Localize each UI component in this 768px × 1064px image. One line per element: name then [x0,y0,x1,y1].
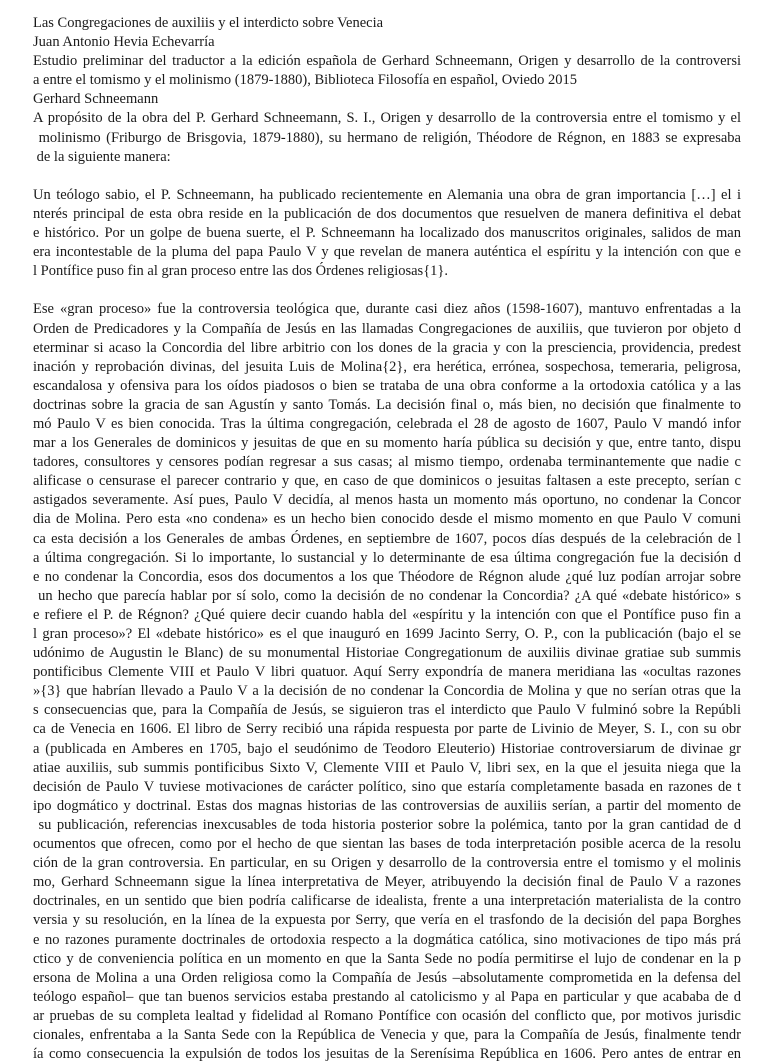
document-page [33,14,741,1064]
text-line: eterminar si acaso la Concordia del libre arbitrio con los dones de la gracia y con la presciencia, providencia, predest [33,339,741,356]
text-line: l gran proceso»? El «debate histórico» es el que inauguró en 1699 Jacinto Serry, O. P., con la publicación (bajo el se [33,626,741,642]
quote-paragraph [33,186,741,281]
subject-name: Gerhard Schneemann [33,91,159,108]
text-line: ca de Venecia en 1606. El libro de Serry recibió una rápida respuesta por parte de Livinio de Meyer, S. I., con su obr [33,721,741,738]
author-name: Juan Antonio Hevia Echevarría [33,34,215,51]
text-line: a (publicada en Amberes en 1705, bajo el seudónimo de Teodoro Eleuterio) Historiae controversiarum de divinae gr [33,740,741,757]
text-line: ocumentos que ofrecen, como por el hecho de que sientan las bases de toda interpretación posible acerca de la resolu [33,836,741,853]
text-line: »{3} que habrían llevado a Paulo V a la decisión de no condenar la Concordia de Molina y que no serían otras que la [33,683,741,700]
text-line: ía como consecuencia la expulsión de todos los jesuitas de la Serenísima República en 1606. Pero antes de entrar en [33,1046,741,1063]
text-line: su publicación, referencias inexcusables de toda historia posterior sobre la polémica, tanto por la gran cantidad de d [33,816,741,833]
text-line: ción de la gran controversia. En particular, en su Origen y desarrollo de la controversia entre el tomismo y el molinis [33,855,741,872]
text-line: atiae auxiliis, sub summis pontificibus Sixto V, Clemente VIII et Paulo V, libri sex, en la que el jesuita niega que la [33,759,741,776]
text-line: udónimo de Augustin le Blanc) de su monumental Historiae Congregationum de auxiliis divinae gratiae sub summis [33,645,741,662]
text-line: ctico y de conveniencia política en un momento en que la Santa Sede no podía permitirse el lujo de condenar en la p [33,950,741,967]
text-line: e no razones puramente doctrinales de ortodoxia respecto a la dogmática católica, sino motivaciones de tipo más prá [33,931,741,948]
text-line: mar a los Generales de dominicos y jesuitas de que en su momento haría pública su decisión y que, entre tanto, dispu [33,435,741,452]
text-line: de la siguiente manera: [33,148,171,165]
paragraph-spacer [33,167,741,186]
text-line: e refiere el P. de Régnon? ¿Qué quiere decir cuando habla del «espíritu y la intención con que el Pontífice puso fin a [33,606,741,623]
paragraph-spacer [33,281,741,300]
text-line: era incontestable de la pluma del papa Paulo V y que revelan de manera auténtica el espíritu y la intención con que e [33,244,741,261]
text-line: teólogo español– que tan buenos servicios estaba prestando al catolicismo y al Papa en particular y que acababa de d [33,988,741,1005]
text-line: escandalosa y ofensiva para los oídos piadosos o bien se trataba de una obra conforme a la ortodoxia católica y a las [33,377,741,394]
text-line: s consecuencias que, para la Compañía de Jesús, se siguieron tras el interdicto que Paulo V fulminó sobre la Repúbli [33,702,741,719]
text-line: Un teólogo sabio, el P. Schneemann, ha publicado recientemente en Alemania una obra de gran importancia […] el i [33,186,741,203]
text-line: pontificibus Clemente VIII et Paulo V libri quatuor. Aquí Serry expondría de manera meridiana las «ocultas razones [33,664,741,681]
text-line: A propósito de la obra del P. Gerhard Schneemann, S. I., Origen y desarrollo de la controversia entre el tomismo y el [33,110,741,127]
text-line: l Pontífice puso fin al gran proceso entre las dos Órdenes religiosas{1}. [33,263,448,280]
document-title: Las Congregaciones de auxiliis y el interdicto sobre Venecia [33,15,384,31]
text-line: Ese «gran proceso» fue la controversia teológica que, durante casi diez años (1598-1607), mantuvo enfrentadas a la [33,301,741,318]
text-line: doctrinales, en un sentido que bien podría calificarse de idealista, frente a una interpretación materialista de la contro [33,893,741,910]
text-line: un hecho que parecía hablar por sí solo, como la decisión de no condenar la Concordia? ¿A qué «debate histórico» s [33,587,741,604]
text-line: a última congregación. Si lo importante, lo sustancial y lo determinante de esa última congregación fue la decisión d [33,549,741,566]
text-line: nterés principal de esta obra reside en la publicación de dos documentos que resuelven de manera definitiva el debat [33,205,741,222]
text-line: Orden de Predicadores y la Compañía de Jesús en las llamadas Congregaciones de auxiliis, que tuvieron por objeto d [33,320,741,337]
text-line: molinismo (Friburgo de Brisgovia, 1879-1880), su hermano de religión, Théodore de Régnon, en 1883 se expresaba [33,129,741,146]
text-line: ca esta decisión a los Generales de ambas Órdenes, en septiembre de 1607, pocos días después de la celebración de l [33,530,741,547]
source-citation-line: Estudio preliminar del traductor a la edición española de Gerhard Schneemann, Origen y desarrollo de la controversi [33,53,741,70]
text-line: ersona de Molina a una Orden religiosa como la Compañía de Jesús –absolutamente comprometida en la defensa del [33,969,741,986]
text-line: alificase o censurase el parecer contrario y que, en caso de que dominicos o jesuitas faltasen a este precepto, serían c [33,473,741,490]
text-line: astigados severamente. Así pues, Paulo V decidía, al menos hasta un momento más oportuno, no condenar la Concor [33,492,741,509]
document-header [33,14,741,109]
text-line: ar pruebas de su completa lealtad y fidelidad al Romano Pontífice con ocasión del conflicto que, por motivos jurisdic [33,1007,741,1024]
text-line: cionales, enfrentaba a la Santa Sede con la República de Venecia y que, para la Compañía de Jesús, finalmente tendr [33,1026,741,1043]
text-line: doctrinas sobre la gracia de san Agustín y santo Tomás. La decisión final o, más bien, no decisión que finalmente to [33,396,741,413]
text-line: ipo dogmático y doctrinal. Estas dos magnas historias de las controversias de auxiliis serían, a partir del momento de [33,797,741,814]
body-paragraph [33,300,741,1064]
text-line: mo, Gerhard Schneemann sigue la línea interpretativa de Meyer, atribuyendo la decisión final de Paulo V a razones [33,874,741,891]
text-line: inación y reprobación divinas, del jesuita Luis de Molina{2}, era herética, errónea, sospechosa, temeraria, peligrosa, [33,358,741,375]
text-line: tadores, consultores y censores podían regresar a sus casas; al mismo tiempo, ordenaba terminantemente que nadie c [33,454,741,471]
text-line: e no condenar la Concordia, esos dos documentos a los que Théodore de Régnon alude ¿qué luz podían arrojar sobre [33,568,741,585]
text-line: dia de Molina. Pero esta «no condena» es un hecho bien conocido desde el mismo momento en que Paulo V comuni [33,511,741,528]
text-line: mó Paulo V es bien conocida. Tras la última congregación, celebrada el 28 de agosto de 1607, Paulo V mandó infor [33,415,741,432]
intro-paragraph [33,109,741,166]
text-line: e histórico. Por un golpe de buena suerte, el P. Schneemann ha localizado dos manuscritos originales, salidos de man [33,225,741,242]
text-line: versia y su resolución, en la línea de la expuesta por Serry, que vería en el trasfondo de la decisión del papa Borghes [33,912,741,929]
source-citation-line: a entre el tomismo y el molinismo (1879-1880), Biblioteca Filosofía en español, Oviedo 2015 [33,72,578,89]
text-line: decisión de Paulo V tuviese motivaciones de carácter político, sino que estaría completamente basada en razones de t [33,778,741,795]
